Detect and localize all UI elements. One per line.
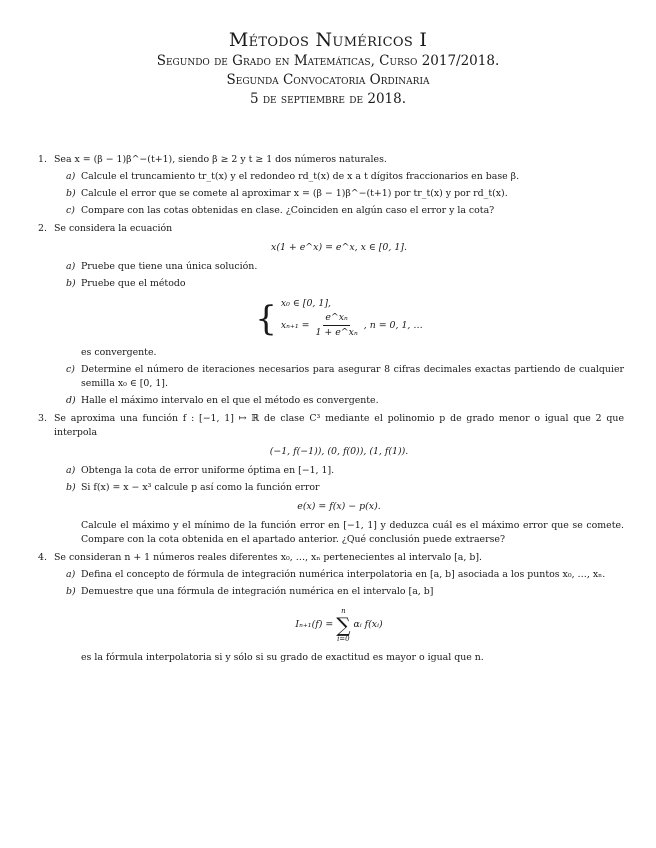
sigma-symbol: ∑ xyxy=(336,613,351,637)
question-2 xyxy=(38,222,624,408)
question-3-part-a xyxy=(66,464,624,478)
fraction-numerator: e^xₙ xyxy=(323,311,350,326)
part-text: Demuestre que una fórmula de integración numérica en el intervalo [a, b] xyxy=(81,586,434,597)
part-label: c) xyxy=(66,205,75,216)
error-equation: e(x) = f(x) − p(x). xyxy=(297,501,381,512)
part-label: a) xyxy=(66,261,76,272)
brace: { xyxy=(255,298,277,339)
question-4 xyxy=(38,551,624,665)
part-text: Calcule el truncamiento tr_t(x) y el redondeo rd_t(x) de x a t dígitos fraccionarios en base β. xyxy=(81,171,520,182)
part-text: Halle el máximo intervalo en el que el método es convergente. xyxy=(81,395,379,406)
iteration-system xyxy=(54,297,624,340)
question-text: Se aproxima una función f : [−1, 1] ↦ ℝ de clase C³ mediante el polinomio p de grado menor o igual que 2 que interpola xyxy=(54,413,624,438)
question-2-part-c xyxy=(66,363,624,391)
quadrature-formula xyxy=(54,607,624,643)
part-label: a) xyxy=(66,171,76,182)
part-text: Pruebe que el método xyxy=(81,278,186,289)
continuation-text: Calcule el máximo y el mínimo de la función error en [−1, 1] y deduzca cuál es el máximo error que se comete. Compare con la cota obtenida en el apartado anterior. ¿Qué conclusión puede extraerse? xyxy=(81,520,624,545)
system-row-2-rhs: , n = 0, 1, … xyxy=(363,320,423,331)
formula-rhs: αᵢ f(xᵢ) xyxy=(353,619,383,630)
part-label: d) xyxy=(66,395,76,406)
sum-lower-limit: i=0 xyxy=(337,635,350,643)
part-label: b) xyxy=(66,278,76,289)
question-number: 3. xyxy=(38,413,47,424)
fraction xyxy=(315,311,357,340)
question-2-part-a xyxy=(66,260,624,274)
part-text: Pruebe que tiene una única solución. xyxy=(81,261,258,272)
exam-session: Segunda Convocatoria Ordinaria xyxy=(226,72,430,88)
part-label: a) xyxy=(66,465,76,476)
question-3-part-b xyxy=(66,481,624,495)
question-1 xyxy=(38,153,624,218)
interpolation-points: (−1, f(−1)), (0, f(0)), (1, f(1)). xyxy=(269,446,409,457)
sum-upper-limit: n xyxy=(341,607,346,615)
exam-body xyxy=(38,153,624,669)
question-number: 1. xyxy=(38,154,47,165)
system-row-2-lhs: xₙ₊₁ = xyxy=(280,320,310,331)
question-2-part-d xyxy=(66,394,624,408)
part-label: c) xyxy=(66,364,75,375)
part-label: b) xyxy=(66,482,76,493)
exam-course: Segundo de Grado en Matemáticas, Curso 2017/2018. xyxy=(156,53,500,69)
summation xyxy=(336,607,350,643)
question-1-part-b xyxy=(66,187,624,201)
question-1-part-a xyxy=(66,170,624,184)
question-text: Se consideran n + 1 números reales diferentes x₀, …, xₙ pertenecientes al intervalo [a, b]. xyxy=(54,552,482,563)
part-label: b) xyxy=(66,586,76,597)
part-text: Determine el número de iteraciones necesarios para asegurar 8 cifras decimales exactas partiendo de cualquier semilla x₀ ∈ [0, 1]. xyxy=(81,364,624,389)
continuation-text: es convergente. xyxy=(81,347,157,358)
question-4-part-b xyxy=(66,585,624,599)
question-4-part-a xyxy=(66,568,624,582)
question-3 xyxy=(38,412,624,547)
system-row-2 xyxy=(281,311,423,340)
part-label: a) xyxy=(66,569,76,580)
question-text: Se considera la ecuación xyxy=(54,223,173,234)
system-row-1: x₀ ∈ [0, 1], xyxy=(280,298,331,309)
question-number: 2. xyxy=(38,223,47,234)
part-text: Calcule el error que se comete al aproximar x = (β − 1)β^−(t+1) por tr_t(x) y por rd_t(x). xyxy=(81,188,508,199)
part-text: Si f(x) = x − x³ calcule p así como la función error xyxy=(81,482,320,493)
question-number: 4. xyxy=(38,552,47,563)
question-1-part-c xyxy=(66,204,624,218)
exam-header xyxy=(0,28,656,109)
system-rows xyxy=(281,297,423,340)
continuation-text: es la fórmula interpolatoria si y sólo si su grado de exactitud es mayor o igual que n. xyxy=(81,652,484,663)
equation: x(1 + e^x) = e^x, x ∈ [0, 1]. xyxy=(271,242,407,253)
exam-title: Métodos Numéricos I xyxy=(228,29,428,51)
question-text: Sea x = (β − 1)β^−(t+1), siendo β ≥ 2 y t ≥ 1 dos números naturales. xyxy=(54,154,387,165)
part-text: Obtenga la cota de error uniforme óptima en [−1, 1]. xyxy=(81,465,335,476)
part-label: b) xyxy=(66,188,76,199)
exam-date: 5 de septiembre de 2018. xyxy=(249,91,407,107)
fraction-denominator: 1 + e^xₙ xyxy=(315,327,358,338)
part-text: Defina el concepto de fórmula de integración numérica interpolatoria en [a, b] asociada a los puntos x₀, …, xₙ. xyxy=(81,569,606,580)
question-2-part-b xyxy=(66,277,624,291)
part-text: Compare con las cotas obtenidas en clase. ¿Coinciden en algún caso el error y la cota? xyxy=(81,205,495,216)
formula-lhs: Iₙ₊₁(f) = xyxy=(295,619,334,630)
